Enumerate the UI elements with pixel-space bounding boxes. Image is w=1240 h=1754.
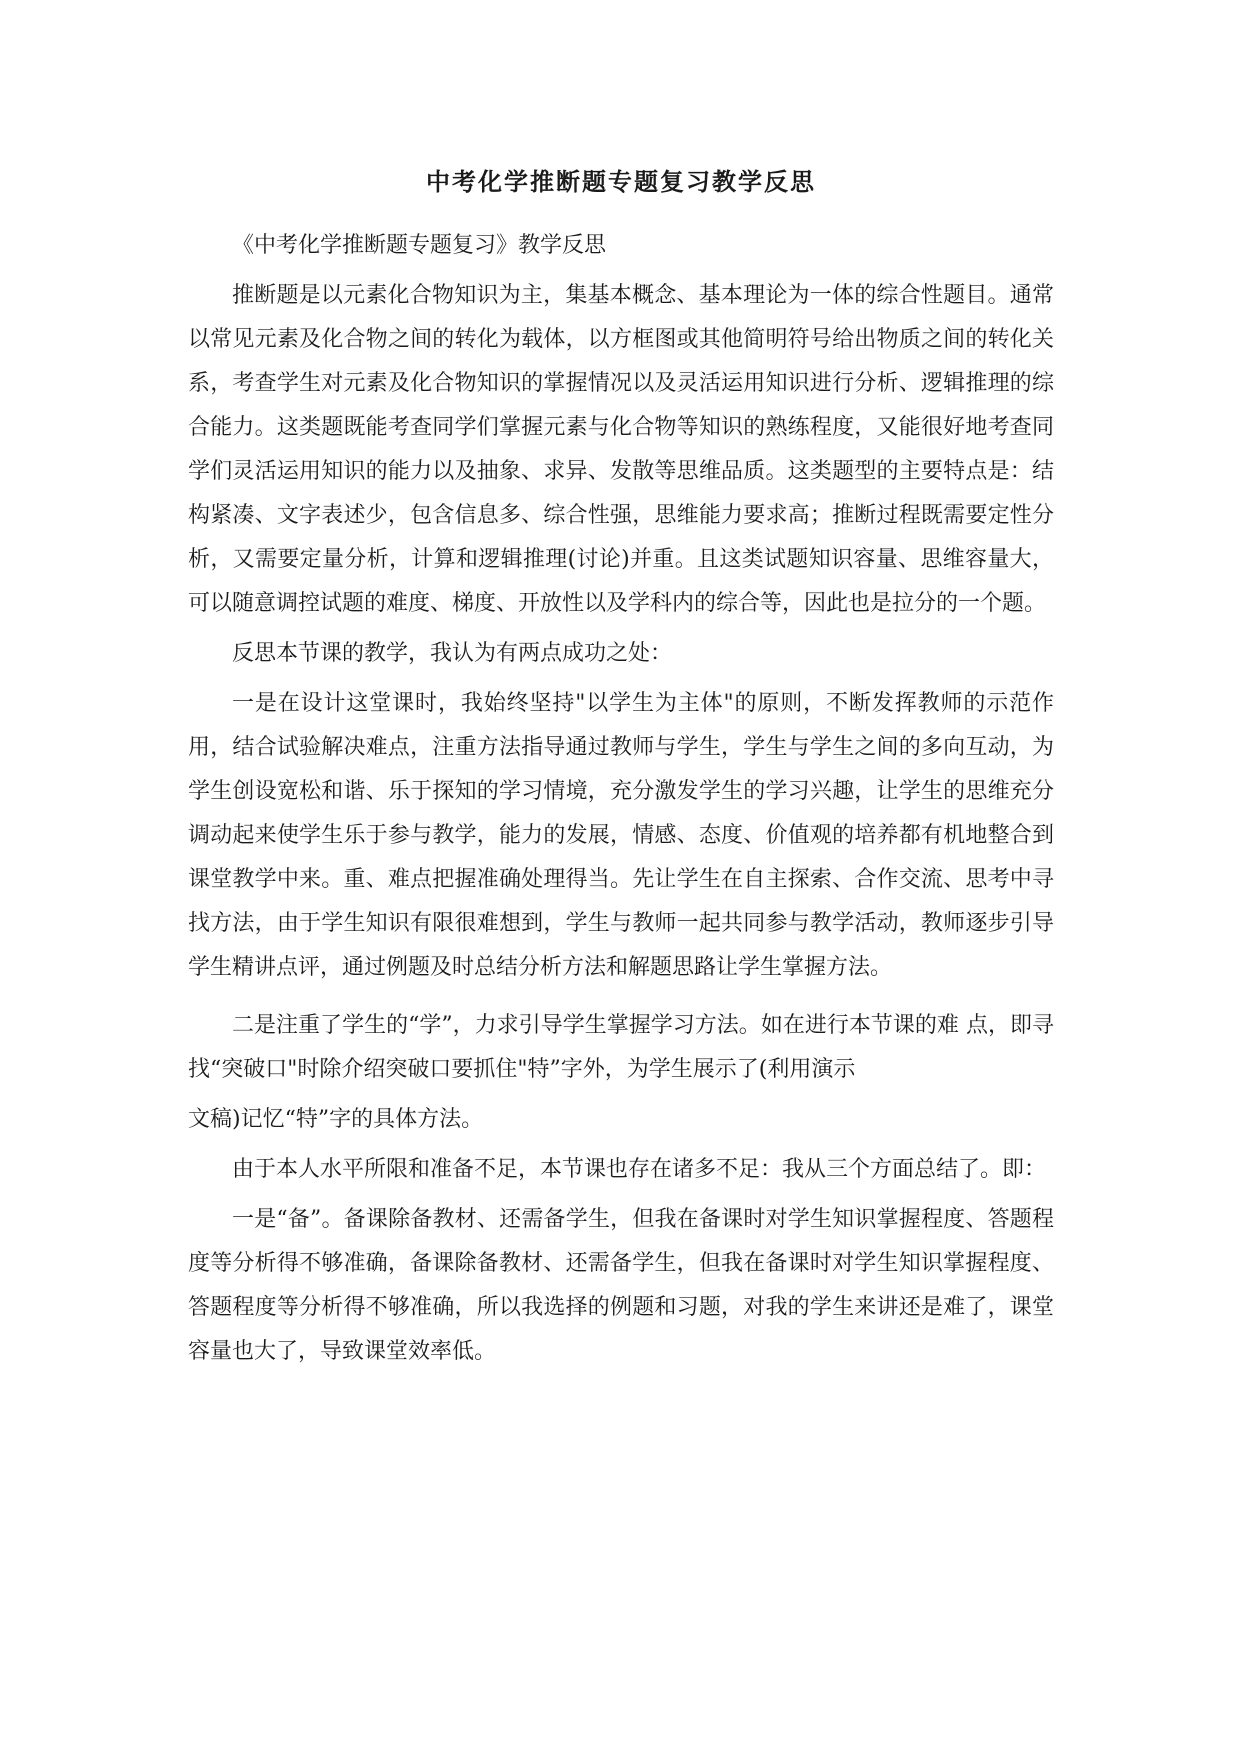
paragraph-reflection-lead: 反思本节课的教学，我认为有两点成功之处： [232, 641, 673, 666]
paragraph-subtitle: 《中考化学推断题专题复习》教学反思 [232, 233, 607, 258]
document-page [188, 160, 1054, 1380]
paragraph-intro: 推断题是以元素化合物知识为主，集基本概念、基本理论为一体的综合性题目。通常以常见元素及化合物之间的转化为载体，以方框图或其他简明符号给出物质之间的转化关系，考查学生对元素及化合物知识的掌握情况以及灵活运用知识进行分析、逻辑推理的综合能力。这类题既能考查同学们掌握元素与化合物等知识的熟练程度，又能很好地考查同学们灵活运用知识的能力以及抽象、求异、发散等思维品质。这类题型的主要特点是：结构紧凑、文字表述少，包含信息多、综合性强，思维能力要求高；推断过程既需要定性分析，又需要定量分析，计算和逻辑推理(讨论)并重。且这类试题知识容量、思维容量大，可以随意调控试题的难度、梯度、开放性以及学科内的综合等，因此也是拉分的一个题。 [188, 283, 1054, 616]
paragraph-shortcoming-one: 一是“备”。备课除备教材、还需备学生，但我在备课时对学生知识掌握程度、答题程度等分析得不够准确，备课除备教材、还需备学生，但我在备课时对学生知识掌握程度、答题程度等分析得不够准确，所以我选择的例题和习题，对我的学生来讲还是难了，课堂容量也大了，导致课堂效率低。 [188, 1207, 1054, 1364]
paragraph-success-two: 二是注重了学生的“学”，力求引导学生掌握学习方法。如在进行本节课的难 点，即寻找“突破口"时除介绍突破口要抓住"特”字外，为学生展示了(利用演示 [188, 1013, 1054, 1082]
paragraph-success-one: 一是在设计这堂课时，我始终坚持"以学生为主体"的原则，不断发挥教师的示范作用，结合试验解决难点，注重方法指导通过教师与学生，学生与学生之间的多向互动，为学生创设宽松和谐、乐于探知的学习情境，充分激发学生的学习兴趣，让学生的思维充分调动起来使学生乐于参与教学，能力的发展，情感、态度、价值观的培养都有机地整合到课堂教学中来。重、难点把握准确处理得当。先让学生在自主探索、合作交流、思考中寻找方法，由于学生知识有限很难想到，学生与教师一起共同参与教学活动，教师逐步引导学生精讲点评，通过例题及时总结分析方法和解题思路让学生掌握方法。 [188, 691, 1054, 980]
paragraph-success-two-continued: 文稿)记忆“特”字的具体方法。 [188, 1107, 484, 1132]
paragraph-shortcomings-lead: 由于本人水平所限和准备不足，本节课也存在诸多不足：我从三个方面总结了。即： [232, 1157, 1047, 1182]
document-title: 中考化学推断题专题复习教学反思 [426, 167, 816, 196]
